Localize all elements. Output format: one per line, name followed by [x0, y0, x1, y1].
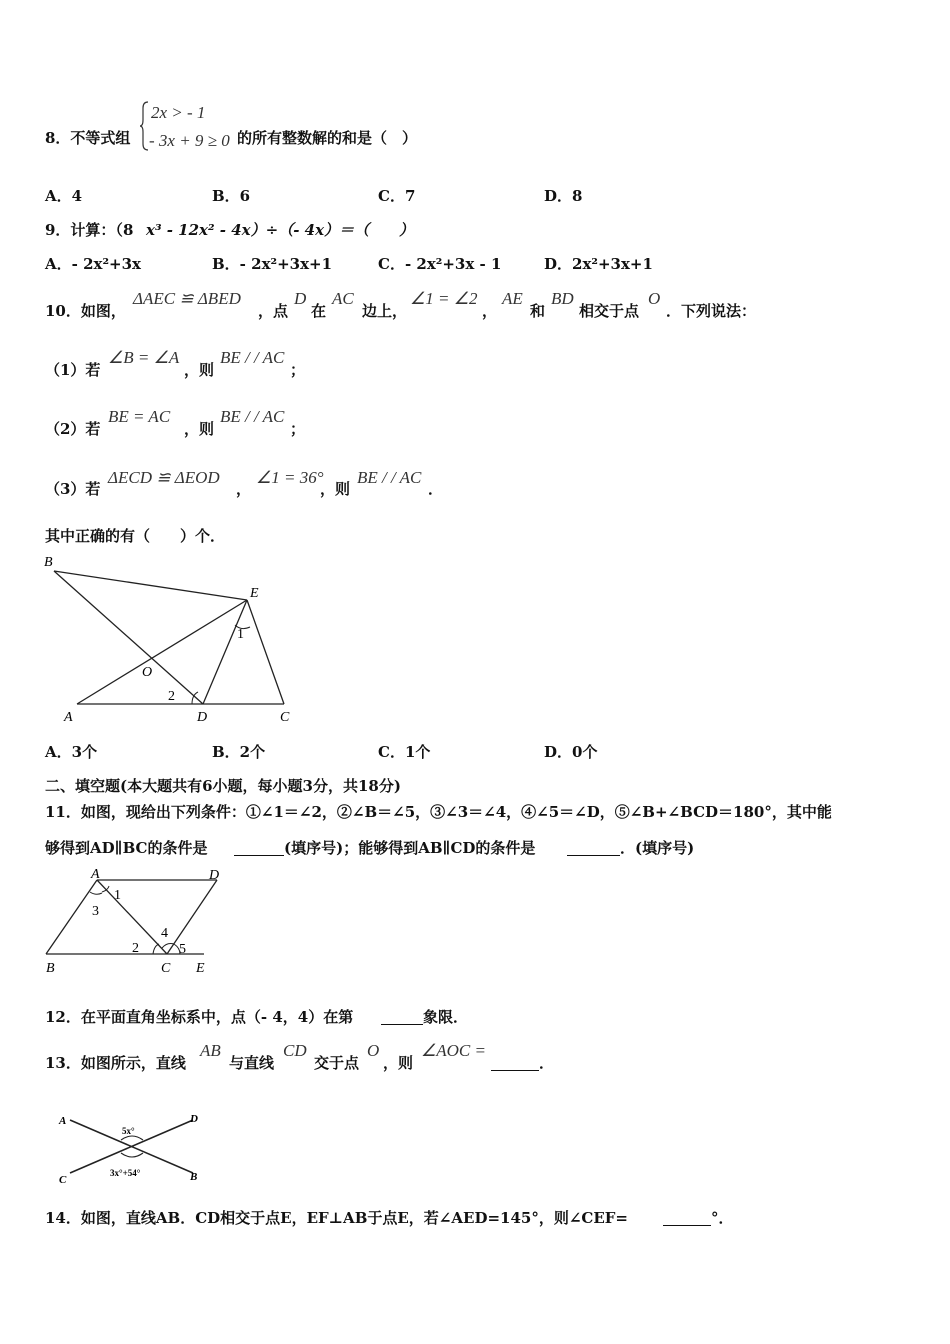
- q10-label-d: D: [197, 710, 208, 725]
- q11-label-e: E: [196, 961, 205, 976]
- q11-label-angle4: 4: [161, 926, 168, 941]
- q9-option-d: D．2x²+3x+1: [544, 255, 653, 273]
- q8-option-c: C．7: [378, 187, 416, 205]
- q8-number: 8．不等式组: [45, 129, 131, 147]
- q11-label-angle5: 5: [179, 942, 186, 957]
- q11-label-angle3: 3: [92, 904, 99, 919]
- q11-label-c: C: [161, 961, 171, 976]
- q13-answer-blank[interactable]: [491, 1054, 539, 1071]
- q10-label-angle2: 2: [168, 689, 175, 704]
- q10-segment-ae: AE: [502, 289, 523, 308]
- q10-text-f: 和: [530, 302, 546, 320]
- q9-option-a: A．- 2x²+3x: [45, 255, 141, 273]
- q13-label-d: D: [190, 1113, 198, 1125]
- q13-label-a: A: [59, 1115, 67, 1127]
- q8-question-tail: 的所有整数解的和是（ ）: [237, 129, 418, 147]
- q11-label-angle1: 1: [114, 888, 121, 903]
- q13-label-bottom-angle: 3x°+54°: [110, 1168, 141, 1178]
- q10-angle-equal: ∠1 = ∠2: [410, 289, 478, 308]
- q10-point-o: O: [648, 289, 661, 308]
- q11-figure: [40, 866, 230, 976]
- q10-s1-end: ；: [290, 361, 306, 379]
- q13-angle-aoc: ∠AOC =: [421, 1041, 486, 1060]
- q13-end: ．: [539, 1054, 555, 1072]
- q14-end: °．: [711, 1209, 734, 1227]
- q10-question: 其中正确的有（ ）个．: [45, 527, 226, 545]
- q10-s2-end: ；: [290, 420, 306, 438]
- q13-text-d: ，则: [383, 1054, 414, 1072]
- q10-s1-prefix: （1）若: [45, 361, 101, 379]
- q9-expression: x³ - 12x² - 4x）÷（- 4x）＝（ ）: [146, 221, 415, 239]
- q11-label-b: B: [46, 961, 55, 976]
- q10-s2-prefix: （2）若: [45, 420, 101, 438]
- q12-text: 12．在平面直角坐标系中，点（- 4，4）在第: [45, 1008, 354, 1026]
- q13-label-c: C: [59, 1174, 67, 1186]
- q8-option-d: D．8: [544, 187, 583, 205]
- q10-option-c: C．1个: [378, 743, 431, 761]
- q10-text-g: 相交于点: [579, 302, 640, 320]
- q10-text-e: ，: [482, 302, 498, 320]
- q10-text-d: 边上，: [362, 302, 408, 320]
- q10-s3-comma: ，: [236, 480, 252, 498]
- q10-option-a: A．3个: [45, 743, 98, 761]
- q10-s3-prefix: （3）若: [45, 480, 101, 498]
- q11-line2-b: (填序号)；能够得到AB∥CD的条件是: [284, 839, 536, 857]
- q10-label-o: O: [142, 665, 153, 680]
- q11-line1: 11．如图，现给出下列条件：①∠1＝∠2，②∠B＝∠5，③∠3＝∠4，④∠5＝∠D，⑤∠B+∠BCD＝180°，其中能: [45, 803, 832, 821]
- q10-s1-result: BE / / AC: [220, 348, 285, 367]
- q13-text-a: 13．如图所示，直线: [45, 1054, 186, 1072]
- q12-end: 象限．: [423, 1008, 469, 1026]
- q11-answer-blank-1[interactable]: [234, 839, 284, 856]
- q13-figure: [55, 1108, 215, 1188]
- q8-system-line1: 2x > - 1: [151, 103, 206, 122]
- q10-label-c: C: [280, 710, 290, 725]
- q10-s3-end: ．: [428, 480, 444, 498]
- q10-segment-bd: BD: [551, 289, 574, 308]
- section2-title: 二、填空题(本大题共有6小题，每小题3分，共18分): [45, 777, 401, 795]
- q12-answer-blank[interactable]: [381, 1008, 423, 1025]
- q10-congruence: ΔAEC ≌ ΔBED: [133, 289, 241, 308]
- q11-label-a: A: [91, 867, 100, 882]
- q11-line2-c: ．(填序号): [620, 839, 695, 857]
- q10-s2-result: BE / / AC: [220, 407, 285, 426]
- q11-label-d: D: [209, 868, 220, 883]
- q11-label-angle2: 2: [132, 941, 139, 956]
- q10-point-d: D: [294, 289, 307, 308]
- q10-label-a: A: [64, 710, 73, 725]
- q9-option-c: C．- 2x²+3x - 1: [378, 255, 502, 273]
- q10-label-e: E: [250, 586, 259, 601]
- q10-s3-result: BE / / AC: [357, 468, 422, 487]
- q10-s1-then: ，则: [184, 361, 215, 379]
- q13-label-top-angle: 5x°: [122, 1126, 135, 1136]
- q9-option-b: B．- 2x²+3x+1: [212, 255, 333, 273]
- q10-text-h: ．下列说法：: [666, 302, 757, 320]
- q10-label-angle1: 1: [237, 627, 244, 642]
- q10-s3-condition: ΔECD ≌ ΔEOD: [108, 468, 220, 487]
- q10-option-d: D．0个: [544, 743, 598, 761]
- q14-answer-blank[interactable]: [663, 1209, 711, 1226]
- q13-line-ab: AB: [200, 1041, 221, 1060]
- q13-label-b: B: [190, 1171, 198, 1183]
- q13-line-cd: CD: [283, 1041, 307, 1060]
- q10-s1-condition: ∠B = ∠A: [108, 348, 180, 367]
- q14-text: 14．如图，直线AB．CD相交于点E，EF⊥AB于点E，若∠AED=145°，则∠CEF=: [45, 1209, 628, 1227]
- q10-s3-then: ，则: [320, 480, 351, 498]
- q8-option-b: B．6: [212, 187, 251, 205]
- q10-s2-then: ，则: [184, 420, 215, 438]
- q13-text-c: 交于点: [314, 1054, 360, 1072]
- q10-text-c: 在: [311, 302, 327, 320]
- q10-s2-condition: BE = AC: [108, 407, 171, 426]
- q11-answer-blank-2[interactable]: [567, 839, 620, 856]
- q8-system-line2: - 3x + 9 ≥ 0: [149, 131, 230, 150]
- q10-label-b: B: [44, 555, 53, 570]
- q10-s3-angle: ∠1 = 36°: [256, 468, 324, 487]
- q10-text-b: ，点: [258, 302, 289, 320]
- q11-line2-a: 够得到AD∥BC的条件是: [45, 839, 208, 857]
- q10-text-a: 10．如图，: [45, 302, 126, 320]
- q8-option-a: A．4: [45, 187, 83, 205]
- q9-prefix: 9．计算：（8: [45, 221, 134, 239]
- q10-figure: [40, 552, 300, 727]
- q10-segment-ac: AC: [332, 289, 354, 308]
- q13-text-b: 与直线: [229, 1054, 275, 1072]
- q13-point-o: O: [367, 1041, 380, 1060]
- q10-option-b: B．2个: [212, 743, 266, 761]
